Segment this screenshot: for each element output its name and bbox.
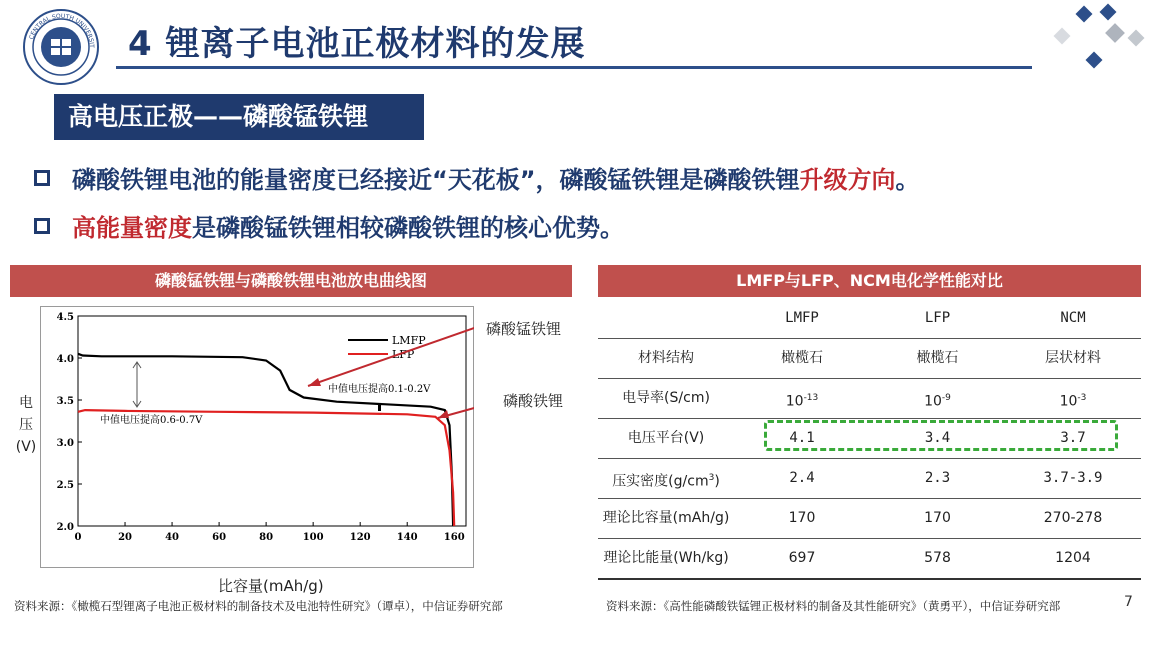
row-label: 压实密度$(g/cm^3)$ [612,473,720,490]
row-label: 电导率(S/cm) [622,390,710,406]
bullet-square-icon [34,218,50,234]
table-panel-title: LMFP与LFP、NCM电化学性能对比 [598,265,1141,297]
table-row [598,498,1141,538]
bullet-1-text: 磷酸铁锂电池的能量密度已经接近“天花板”，磷酸锰铁锂是磷酸铁锂 [72,166,800,194]
header-lfp: LFP [924,310,951,326]
voltage-highlight-box [764,420,1118,451]
bullet-square-icon [34,170,50,186]
table-row [598,378,1141,418]
bullet-1-highlight: 升级方向 [799,166,896,194]
callout-lmfp: 磷酸锰铁锂 [486,320,562,338]
x-tick-label: 120 [349,532,371,543]
discharge-curve-chart [40,306,474,568]
cell-ncm: $10^{-3}$ [1059,393,1087,410]
y-tick-label: 3.5 [56,396,74,407]
row-label: 电压平台(V) [627,430,705,446]
cell-ncm: 层状材料 [1045,350,1101,366]
x-tick-label: 80 [259,532,274,543]
annotation-lmfp-gain: 中值电压提高0.1-0.2V [328,384,431,395]
x-axis-label: 比容量(mAh/g) [218,577,324,595]
cell-ncm: 3.7 [1060,430,1086,446]
x-tick-label: 140 [396,532,418,543]
y-tick-label: 4.5 [56,312,74,323]
slide-title: 4 锂离子电池正极材料的发展 [128,24,586,64]
table-row [598,338,1141,378]
bullet-1 [34,160,920,195]
header-lmfp: LMFP [785,310,819,326]
university-logo [22,8,100,86]
annotation-lfp-gain: 中值电压提高0.6-0.7V [100,415,203,426]
x-tick-label: 20 [118,532,132,543]
cell-lfp: 170 [924,510,951,526]
cell-lmfp: 橄榄石 [781,350,823,366]
header-cell [598,298,734,338]
bullet-2-text: 是磷酸锰铁锂相较磷酸铁锂的核心优势。 [192,214,624,242]
legend-lfp-label: LFP [392,348,415,361]
table-row [598,458,1141,498]
callout-lfp: 磷酸铁锂 [503,392,564,410]
bullet-2-highlight: 高能量密度 [72,214,192,242]
cell-lfp: $10^{-9}$ [924,393,951,410]
row-label: 理论比容量(mAh/g) [602,510,730,526]
y-tick-label: 2.0 [56,522,74,533]
cell-lmfp: 2.4 [789,470,815,486]
marker-point [378,405,381,411]
x-tick-label: 60 [212,532,227,543]
y-tick-label: 3.0 [56,438,74,449]
x-tick-label: 0 [74,532,82,543]
cell-lfp: 578 [924,550,951,566]
section-heading: 高电压正极——磷酸锰铁锂 [54,94,424,140]
y-tick-label: 4.0 [56,354,74,365]
bullet-2 [34,208,624,243]
x-tick-label: 100 [302,532,324,543]
series-lmfp-line [78,354,453,526]
x-tick-label: 40 [165,532,180,543]
table-row [598,538,1141,578]
cell-lfp: 橄榄石 [916,350,959,366]
x-tick-label: 160 [443,532,465,543]
cell-ncm: 3.7-3.9 [1043,470,1103,486]
y-tick-label: 2.5 [56,480,74,491]
header-ncm: NCM [1060,310,1086,326]
cell-ncm: 270-278 [1043,510,1103,526]
cell-lfp: 2.3 [924,470,951,486]
y-axis-label: 电 压 (V) [15,395,37,455]
series-lfp-line [78,410,454,526]
source-note-right: 资料来源：《高性能磷酸铁锰锂正极材料的制备及其性能研究》（黄勇平），中信证券研究部 [606,599,1061,613]
legend-lmfp-label: LMFP [392,334,426,347]
table-header-row [598,298,1141,338]
source-note-left: 资料来源：《橄榄石型锂离子电池正极材料的制备技术及电池特性研究》（谭卓），中信证券研究部 [14,599,503,613]
page-number: 7 [1124,594,1133,610]
cell-lfp: 3.4 [924,430,951,446]
decorative-diamonds [1046,0,1150,80]
cell-ncm: 1204 [1055,550,1091,566]
cell-lmfp: 697 [788,550,816,566]
cell-lmfp: $10^{-13}$ [785,393,819,410]
callout-arrow-lmfp [308,326,474,386]
title-divider [116,66,1032,69]
cell-lmfp: 170 [788,510,816,526]
row-label: 材料结构 [638,350,694,366]
logo-text: CENTRAL SOUTH UNIVERSIT [28,12,96,48]
bullet-1-end: 。 [895,166,920,194]
chart-panel-title: 磷酸锰铁锂与磷酸铁锂电池放电曲线图 [10,265,572,297]
row-label: 理论比能量(Wh/kg) [603,550,729,566]
cell-lmfp: 4.1 [789,430,815,446]
